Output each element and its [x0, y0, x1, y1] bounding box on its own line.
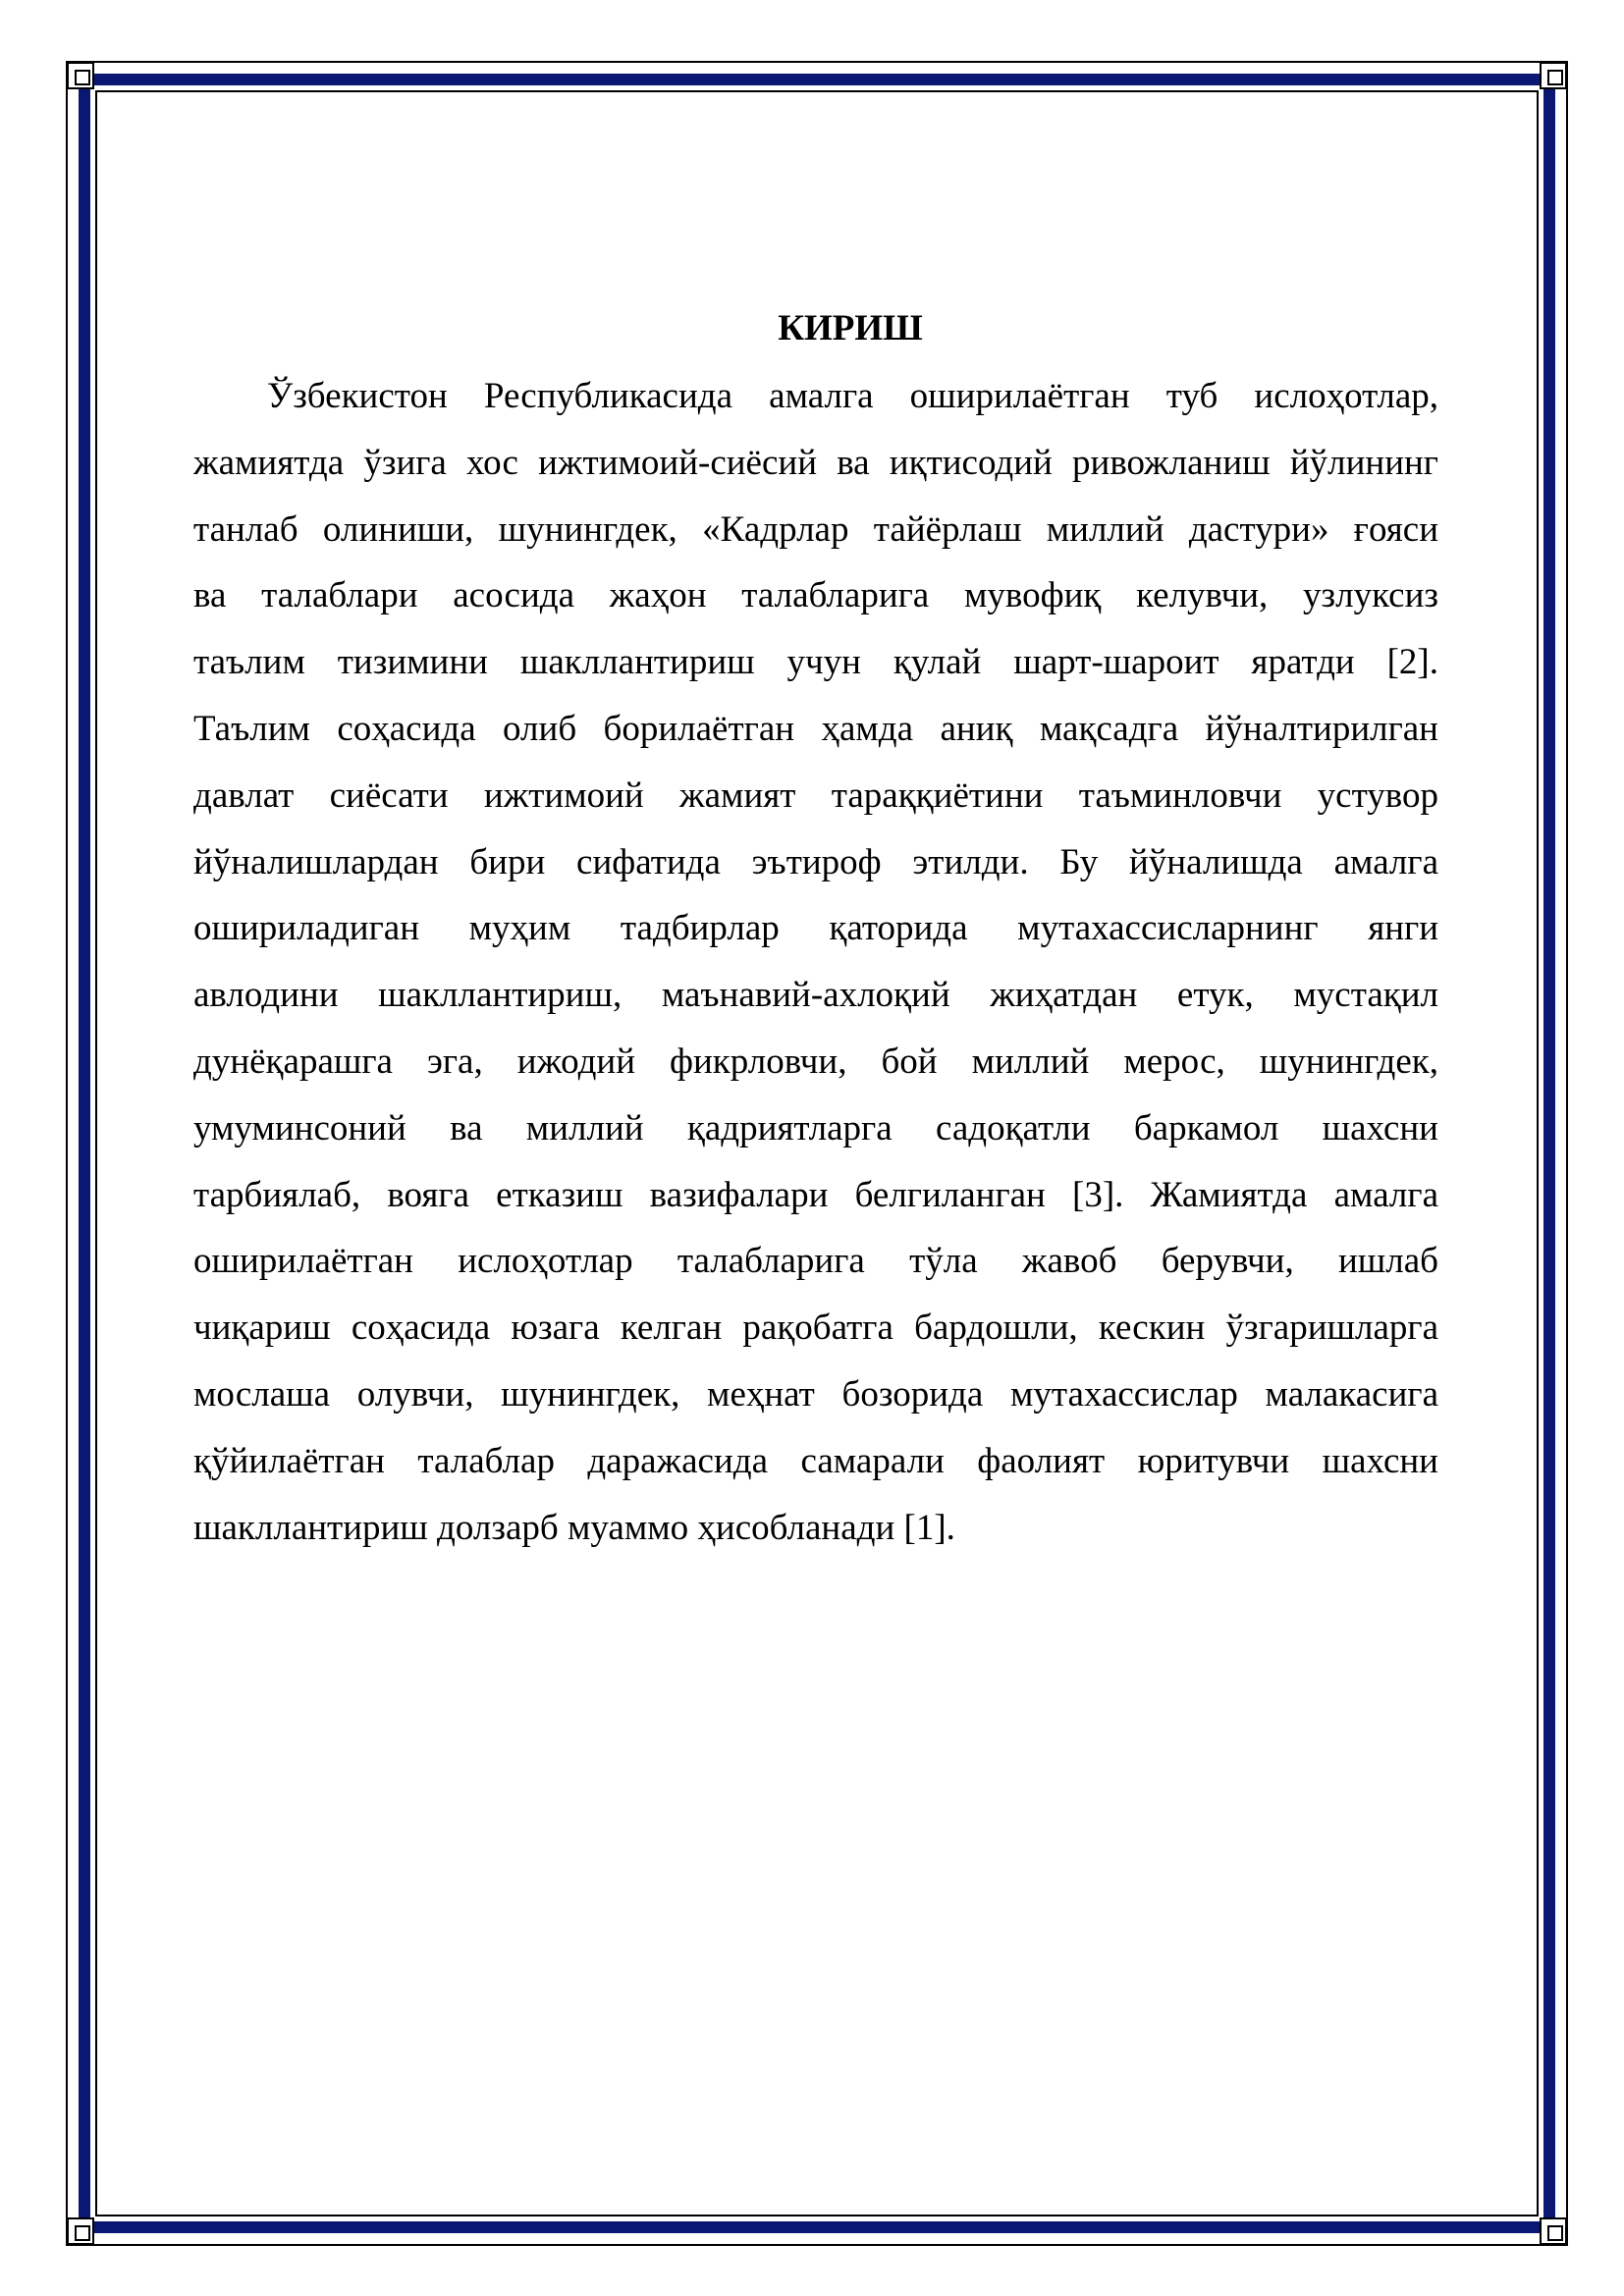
paragraph-line: Ўзбекистон Республикасида амалга оширилаётган туб ислоҳотлар, [267, 376, 1438, 416]
paragraph-line: мослаша олувчи, шунингдек, меҳнат бозорида мутахассислар малакасига [193, 1373, 1438, 1415]
body-paragraph [193, 363, 1438, 1561]
paragraph-line: авлодини шакллантириш, маънавий-ахлоқий жиҳатдан етук, мустақил [193, 975, 1438, 1016]
paragraph-line: умуминсоний ва миллий қадриятларга садоқатли баркамол шахсни [193, 1107, 1438, 1148]
paragraph-line: таълим тизимини шакллантириш учун қулай шарт-шароит яратди [2]. [193, 642, 1438, 683]
paragraph-line: чиқариш соҳасида юзага келган рақобатга бардошли, кескин ўзгаришларга [193, 1308, 1438, 1349]
paragraph-line: йўналишлардан бири сифатида эътироф этилди. Бу йўналишда амалга [193, 841, 1438, 882]
corner-ornament-top-left [67, 62, 94, 89]
section-title: КИРИШ [778, 308, 923, 348]
corner-ornament-top-right [1540, 62, 1567, 89]
paragraph-line: оширилаётган ислоҳотлар талабларига тўла жавоб берувчи, ишлаб [193, 1241, 1438, 1282]
paragraph-line: танлаб олиниши, шунингдек, «Кадрлар тайёрлаш миллий дастури» ғояси [193, 508, 1438, 550]
paragraph-line: давлат сиёсати ижтимоий жамият тараққиётини таъминловчи устувор [193, 774, 1438, 816]
paragraph-line: дунёқарашга эга, ижодий фикрловчи, бой миллий мерос, шунингдек, [193, 1041, 1438, 1082]
paragraph-line: тарбиялаб, вояга етказиш вазифалари белгиланган [3]. Жамиятда амалга [193, 1174, 1438, 1215]
corner-ornament-bottom-right [1540, 2217, 1567, 2245]
paragraph-line: жамиятда ўзига хос ижтимоий-сиёсий ва иқтисодий ривожланиш йўлининг [193, 442, 1438, 483]
paragraph-line: қўйилаётган талаблар даражасида самарали фаолият юритувчи шахсни [193, 1440, 1438, 1481]
paragraph-line: ошириладиган муҳим тадбирлар қаторида мутахассисларнинг янги [193, 908, 1438, 949]
paragraph-line: ва талаблари асосида жаҳон талабларига мувофиқ келувчи, узлуксиз [193, 575, 1438, 616]
document-content [193, 294, 1438, 1561]
corner-ornament-bottom-left [67, 2217, 94, 2245]
paragraph-line: шакллантириш долзарб муаммо ҳисобланади [1]. [193, 1507, 955, 1548]
paragraph-line: Таълим соҳасида олиб борилаётган ҳамда аниқ мақсадга йўналтирилган [193, 708, 1438, 749]
